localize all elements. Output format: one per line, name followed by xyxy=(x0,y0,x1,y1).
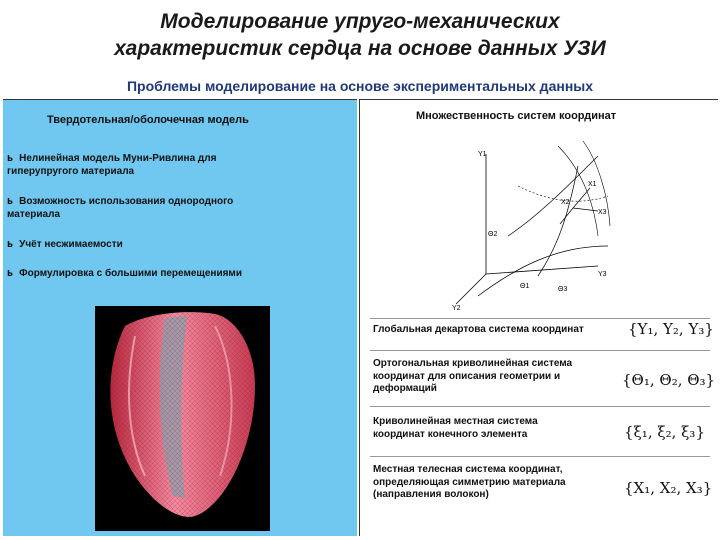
coord-system-description xyxy=(373,416,613,441)
axis-label: X2 xyxy=(561,199,570,206)
description-line: Криволинейная местная система xyxy=(373,416,538,427)
bullet-mark: Ь xyxy=(7,154,14,163)
coord-system-description xyxy=(373,358,613,396)
bullet-item xyxy=(7,238,307,251)
row-divider xyxy=(370,456,710,457)
coord-system-formula: {Y₁, Y₂, Y₃} xyxy=(628,320,714,338)
bullet-line: Учёт несжимаемости xyxy=(19,239,123,250)
coord-system-formula: {Θ₁, Θ₂, Θ₃} xyxy=(622,371,716,389)
bullet-line: Возможность использования однородного xyxy=(19,196,234,207)
bullet-item xyxy=(7,152,307,178)
bullet-line: Нелинейная модель Муни-Ривлина для xyxy=(19,153,217,164)
bullet-item xyxy=(7,267,307,280)
axis-label: Y1 xyxy=(478,151,487,158)
axis-label: Θ3 xyxy=(558,286,568,293)
bullet-mark: Ь xyxy=(7,240,14,249)
right-panel xyxy=(359,99,718,536)
row-divider xyxy=(370,350,710,351)
description-line: определяющая симметрию материала xyxy=(373,476,566,488)
bullet-item xyxy=(7,195,307,221)
heart-model-image xyxy=(95,306,270,531)
bullet-line: Формулировка с большими перемещениями xyxy=(19,268,242,279)
description-line: (направления волокон) xyxy=(373,489,489,500)
description-line: Ортогональная криволинейная система xyxy=(373,358,573,369)
coord-system-formula: {ξ₁, ξ₂, ξ₃} xyxy=(624,423,705,441)
axis-label: Y2 xyxy=(452,305,461,311)
bullet-mark: Ь xyxy=(7,269,14,278)
coord-system-description xyxy=(373,464,613,502)
row-divider xyxy=(370,318,710,319)
coord-system-description xyxy=(373,324,613,337)
description-line: координат конечного элемента xyxy=(373,428,528,440)
axis-label: Y3 xyxy=(598,271,607,278)
coordinate-systems-diagram xyxy=(448,126,624,311)
description-line: Глобальная декартова система координат xyxy=(373,324,584,335)
description-line: координат для описания геометрии и xyxy=(373,370,561,382)
coord-system-formula: {X₁, X₂, X₃} xyxy=(624,479,713,497)
bullet-line: материала xyxy=(7,209,61,220)
title-line-2: характеристик сердца на основе данных УЗИ xyxy=(114,37,606,60)
right-panel-heading: Множественность систем координат xyxy=(416,110,617,122)
title-line-1: Моделирование упруго-механических xyxy=(160,10,560,33)
bullet-line: гиперупругого материала xyxy=(7,166,135,177)
slide-title xyxy=(60,8,660,62)
axis-label: X1 xyxy=(588,181,597,188)
left-panel-heading: Твердотельная/оболочечная модель xyxy=(47,114,249,126)
axis-label: X3 xyxy=(598,209,607,216)
description-line: Местная телесная система координат, xyxy=(373,464,563,475)
description-line: деформаций xyxy=(373,383,437,394)
left-panel xyxy=(3,99,357,536)
row-divider xyxy=(370,406,710,407)
bullet-mark: Ь xyxy=(7,197,14,206)
axis-label: Θ1 xyxy=(520,283,530,290)
axis-label: Θ2 xyxy=(488,231,498,238)
slide-subtitle: Проблемы моделирование на основе экспериментальных данных xyxy=(126,78,594,94)
